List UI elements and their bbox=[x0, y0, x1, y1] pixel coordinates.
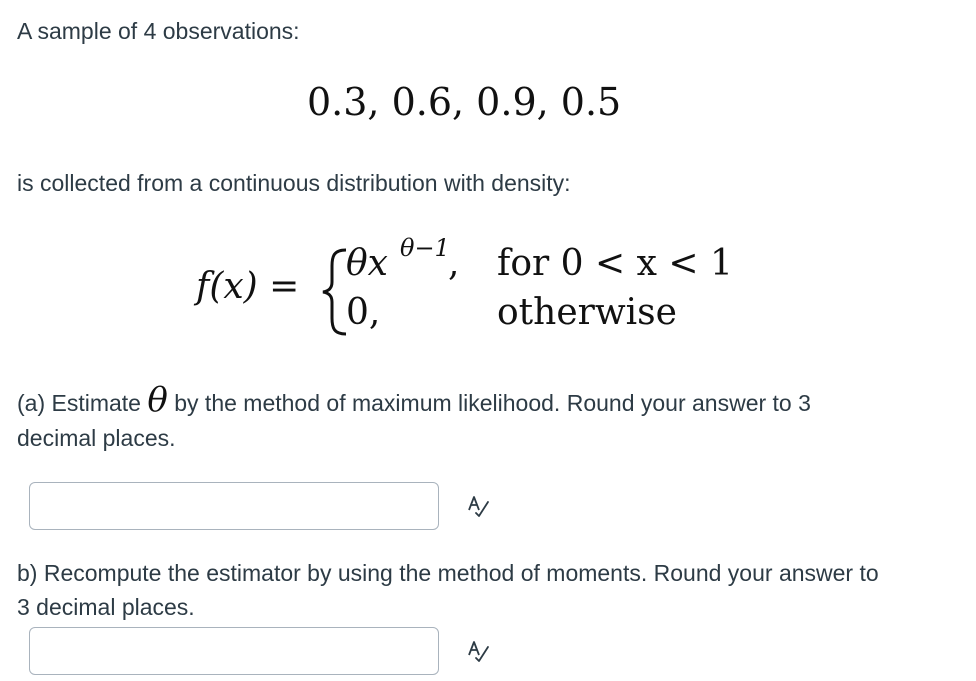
formula-case1-exponent: θ−1 bbox=[400, 234, 450, 262]
spellcheck-icon[interactable] bbox=[466, 494, 492, 520]
intro-text: A sample of 4 observations: bbox=[17, 18, 300, 44]
formula-case1-condition: for 0 < x < 1 bbox=[497, 243, 733, 284]
formula-case2-condition: otherwise bbox=[497, 292, 677, 333]
formula-case2-expr: 0, bbox=[346, 292, 381, 333]
formula-case1-comma: , bbox=[448, 243, 460, 284]
answer-b-input[interactable] bbox=[29, 627, 439, 675]
observations-values: 0.3, 0.6, 0.9, 0.5 bbox=[307, 80, 622, 124]
part-a-question bbox=[17, 380, 811, 420]
part-b-question: b) Recompute the estimator by using the method of moments. Round your answer to bbox=[17, 560, 879, 586]
density-intro-text: is collected from a continuous distribution with density: bbox=[17, 170, 571, 196]
part-a-prefix: (a) Estimate bbox=[17, 390, 141, 416]
answer-a-input[interactable] bbox=[29, 482, 439, 530]
part-a-suffix: by the method of maximum likelihood. Round your answer to 3 bbox=[174, 390, 811, 416]
part-b-line2: 3 decimal places. bbox=[17, 594, 195, 620]
theta-symbol: θ bbox=[147, 380, 168, 420]
spellcheck-icon[interactable] bbox=[466, 639, 492, 665]
formula-lhs: f(x) = bbox=[196, 266, 300, 307]
formula-case1-expr: θx bbox=[346, 243, 388, 284]
part-a-line2: decimal places. bbox=[17, 425, 176, 451]
